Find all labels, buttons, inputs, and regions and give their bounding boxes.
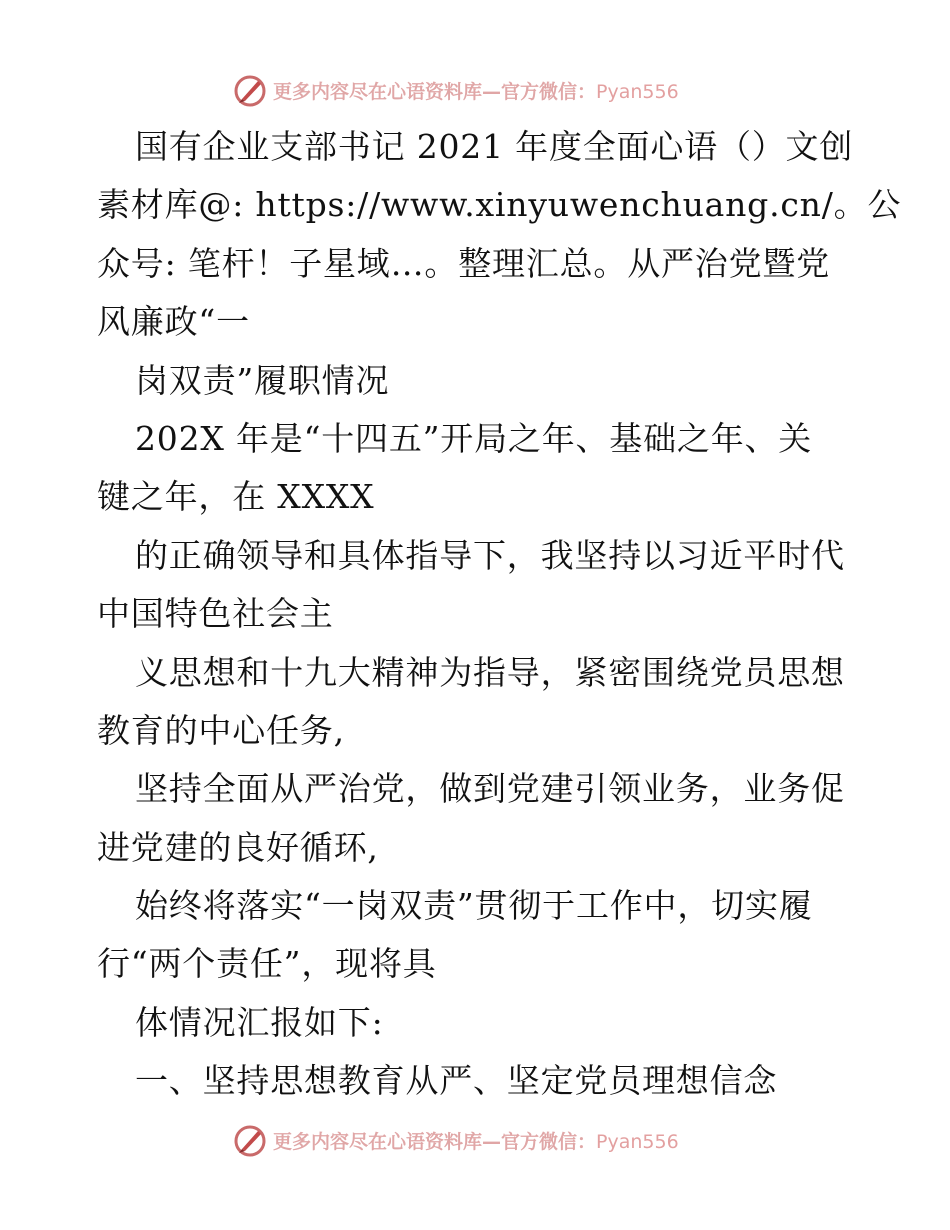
header-watermark xyxy=(233,70,679,110)
footer-watermark xyxy=(233,1120,679,1160)
text-line: 键之年，在 XXXX xyxy=(97,477,375,517)
text-line: 行“两个责任”，现将具 xyxy=(97,944,437,984)
quill-pen-logo-icon xyxy=(233,1123,267,1157)
text-line: 中国特色社会主 xyxy=(97,594,334,634)
watermark-text: 更多内容尽在心语资料库—官方微信：Pyan556 xyxy=(273,1130,679,1153)
quill-pen-logo-icon xyxy=(233,73,267,107)
text-line: 众号: 笔杆！子星域…。整理汇总。从严治党暨党 xyxy=(97,243,831,283)
text-line: 教育的中心任务, xyxy=(97,710,345,750)
wechat-id: Pyan556 xyxy=(596,1130,679,1153)
text-line: 素材库@: https://www.xinyuwenchuang.cn/。公 xyxy=(97,185,902,225)
wechat-id: Pyan556 xyxy=(596,80,679,103)
section-heading: 一、坚持思想教育从严、坚定党员理想信念 xyxy=(135,1061,778,1101)
text-line: 202X 年是“十四五”开局之年、基础之年、关 xyxy=(135,418,813,458)
text-line: 的正确领导和具体指导下，我坚持以习近平时代 xyxy=(135,535,845,575)
text-line: 国有企业支部书记 2021 年度全面心语（）文创 xyxy=(135,127,854,166)
text-line: 义思想和十九大精神为指导，紧密围绕党员思想 xyxy=(135,652,845,692)
watermark-text: 更多内容尽在心语资料库—官方微信：Pyan556 xyxy=(273,80,679,103)
text-line: 进党建的良好循环, xyxy=(97,827,379,867)
text-line: 风廉政“一 xyxy=(97,302,250,342)
document-body xyxy=(97,118,902,1111)
text-line: 始终将落实“一岗双责”贯彻于工作中，切实履 xyxy=(135,886,813,926)
text-line: 坚持全面从严治党，做到党建引领业务，业务促 xyxy=(135,769,845,809)
text-line: 岗双责”履职情况 xyxy=(135,360,390,400)
text-line: 体情况汇报如下: xyxy=(135,1002,384,1042)
